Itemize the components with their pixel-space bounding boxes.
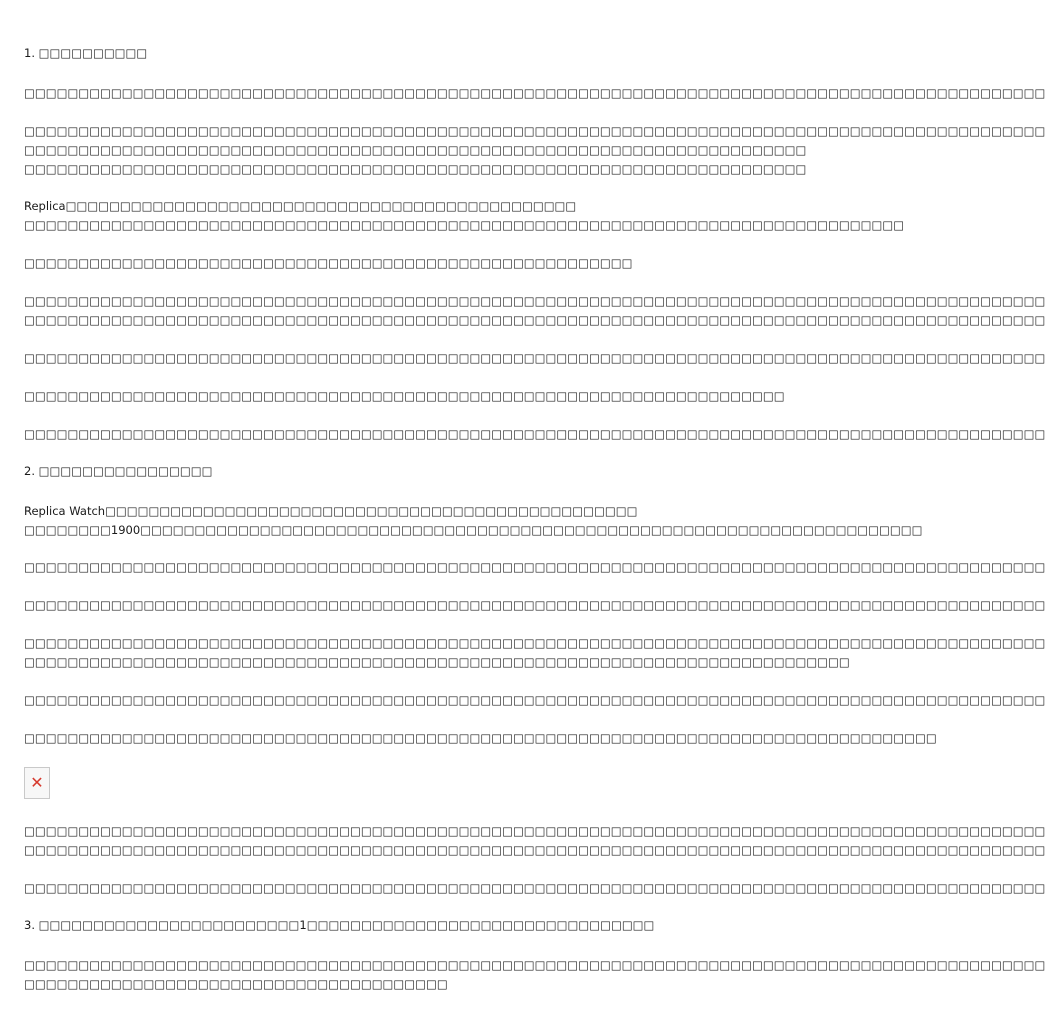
paragraph: □□□□□□□□□□□□□□□□□□□□□□□□□□□□□□□□□□□□□□□□□□□□□□□□□□□□□□□□□□□□□□□□□□□□□□□□□□□□□□□□□□□□□□□□□□□□□□ bbox=[24, 560, 1045, 574]
paragraph bbox=[24, 197, 905, 235]
paragraph-line: Replica□□□□□□□□□□□□□□□□□□□□□□□□□□□□□□□□□□□□□□□□□□□□□□□ bbox=[24, 199, 577, 213]
paragraph bbox=[24, 956, 1045, 994]
paragraph-line: □□□□□□□□□□□□□□□□□□□□□□□□□□□□□□□□□□□□□□□□□□□□□□□□□□□□□□□□□□□□□□□□□□□□□□□□□□□□□□□□□□□□□□□□□□□□□□ bbox=[24, 294, 1045, 308]
section-heading-3: 3. □□□□□□□□□□□□□□□□□□□□□□□□1□□□□□□□□□□□□□□□□□□□□□□□□□□□□□□□□ bbox=[24, 918, 655, 932]
paragraph: □□□□□□□□□□□□□□□□□□□□□□□□□□□□□□□□□□□□□□□□□□□□□□□□□□□□□□□□□□□□□□□□□□□□□□□□□□□□□□□□□□□□□□□□□□□□□□ bbox=[24, 598, 1045, 612]
paragraph bbox=[24, 822, 1045, 860]
paragraph-line: □□□□□□□□□□□□□□□□□□□□□□□□□□□□□□□□□□□□□□□□□□□□□□□□□□□□□□□□□□□□□□□□□□□□□□□□□□□□□□□□□□□□□□□□□□□□□□ bbox=[24, 124, 1045, 138]
paragraph bbox=[24, 502, 923, 540]
paragraph-line: □□□□□□□□□□□□□□□□□□□□□□□□□□□□□□□□□□□□□□□□□□□□□□□□□□□□□□□□□□□□□□□□□□□□□□□□□□□□ bbox=[24, 655, 850, 669]
broken-image-icon: ✕ bbox=[30, 773, 44, 792]
paragraph: □□□□□□□□□□□□□□□□□□□□□□□□□□□□□□□□□□□□□□□□□□□□□□□□□□□□□□□□□□□□□□□□□□□□□□ bbox=[24, 389, 785, 403]
paragraph bbox=[24, 292, 1045, 330]
paragraph bbox=[24, 634, 1045, 672]
paragraph bbox=[24, 122, 1045, 179]
paragraph-line: □□□□□□□□□□□□□□□□□□□□□□□□□□□□□□□□□□□□□□□ bbox=[24, 977, 448, 991]
paragraph-line: □□□□□□□□□□□□□□□□□□□□□□□□□□□□□□□□□□□□□□□□□□□□□□□□□□□□□□□□□□□□□□□□□□□□□□□□□□□□□□□□□□□□□□□□□□□□□□ bbox=[24, 843, 1045, 857]
paragraph: □□□□□□□□□□□□□□□□□□□□□□□□□□□□□□□□□□□□□□□□□□□□□□□□□□□□□□□□□□□□□□□□□□□□□□□□□□□□□□□□□□□□□□□□□□□□□□ bbox=[24, 693, 1045, 707]
paragraph: □□□□□□□□□□□□□□□□□□□□□□□□□□□□□□□□□□□□□□□□□□□□□□□□□□□□□□□□ bbox=[24, 256, 633, 270]
paragraph-line: □□□□□□□□□□□□□□□□□□□□□□□□□□□□□□□□□□□□□□□□□□□□□□□□□□□□□□□□□□□□□□□□□□□□□□□□□□□□□□□□□ bbox=[24, 218, 905, 232]
paragraph-line: Replica Watch□□□□□□□□□□□□□□□□□□□□□□□□□□□□□□□□□□□□□□□□□□□□□□□□□ bbox=[24, 504, 638, 518]
paragraph-line: □□□□□□□□□□□□□□□□□□□□□□□□□□□□□□□□□□□□□□□□□□□□□□□□□□□□□□□□□□□□□□□□□□□□□□□□□□□□□□□□□□□□□□□□□□□□□□ bbox=[24, 636, 1045, 650]
section-heading-1: 1. □□□□□□□□□□ bbox=[24, 46, 148, 60]
paragraph-line: □□□□□□□□□□□□□□□□□□□□□□□□□□□□□□□□□□□□□□□□□□□□□□□□□□□□□□□□□□□□□□□□□□□□□□□□□□□□□□□□□□□□□□□□□□□□□□ bbox=[24, 313, 1045, 327]
paragraph-line: □□□□□□□□□□□□□□□□□□□□□□□□□□□□□□□□□□□□□□□□□□□□□□□□□□□□□□□□□□□□□□□□□□□□□□□□□□□□□□□□□□□□□□□□□□□□□□ bbox=[24, 824, 1045, 838]
paragraph: □□□□□□□□□□□□□□□□□□□□□□□□□□□□□□□□□□□□□□□□□□□□□□□□□□□□□□□□□□□□□□□□□□□□□□□□□□□□□□□□□□□□□□□□□□□□□□ bbox=[24, 351, 1045, 365]
broken-image-placeholder bbox=[24, 767, 50, 799]
paragraph-line: □□□□□□□□□□□□□□□□□□□□□□□□□□□□□□□□□□□□□□□□□□□□□□□□□□□□□□□□□□□□□□□□□□□□□□□□ bbox=[24, 162, 807, 176]
paragraph-line: □□□□□□□□□□□□□□□□□□□□□□□□□□□□□□□□□□□□□□□□□□□□□□□□□□□□□□□□□□□□□□□□□□□□□□□□ bbox=[24, 143, 807, 157]
paragraph: □□□□□□□□□□□□□□□□□□□□□□□□□□□□□□□□□□□□□□□□□□□□□□□□□□□□□□□□□□□□□□□□□□□□□□□□□□□□□□□□□□□□□□□□□□□□□□ bbox=[24, 881, 1045, 895]
paragraph-line: □□□□□□□□□□□□□□□□□□□□□□□□□□□□□□□□□□□□□□□□□□□□□□□□□□□□□□□□□□□□□□□□□□□□□□□□□□□□□□□□□□□□□□□□□□□□□□ bbox=[24, 958, 1045, 972]
paragraph-line: □□□□□□□□1900□□□□□□□□□□□□□□□□□□□□□□□□□□□□□□□□□□□□□□□□□□□□□□□□□□□□□□□□□□□□□□□□□□□□□□□□ bbox=[24, 523, 923, 537]
section-heading-2: 2. □□□□□□□□□□□□□□□□ bbox=[24, 464, 213, 478]
paragraph: □□□□□□□□□□□□□□□□□□□□□□□□□□□□□□□□□□□□□□□□□□□□□□□□□□□□□□□□□□□□□□□□□□□□□□□□□□□□□□□□□□□□□□□□□□□□□□ bbox=[24, 86, 1045, 100]
paragraph: □□□□□□□□□□□□□□□□□□□□□□□□□□□□□□□□□□□□□□□□□□□□□□□□□□□□□□□□□□□□□□□□□□□□□□□□□□□□□□□□□□□□□□□□□□□□□□ bbox=[24, 427, 1045, 441]
paragraph: □□□□□□□□□□□□□□□□□□□□□□□□□□□□□□□□□□□□□□□□□□□□□□□□□□□□□□□□□□□□□□□□□□□□□□□□□□□□□□□□□□□□ bbox=[24, 731, 937, 745]
